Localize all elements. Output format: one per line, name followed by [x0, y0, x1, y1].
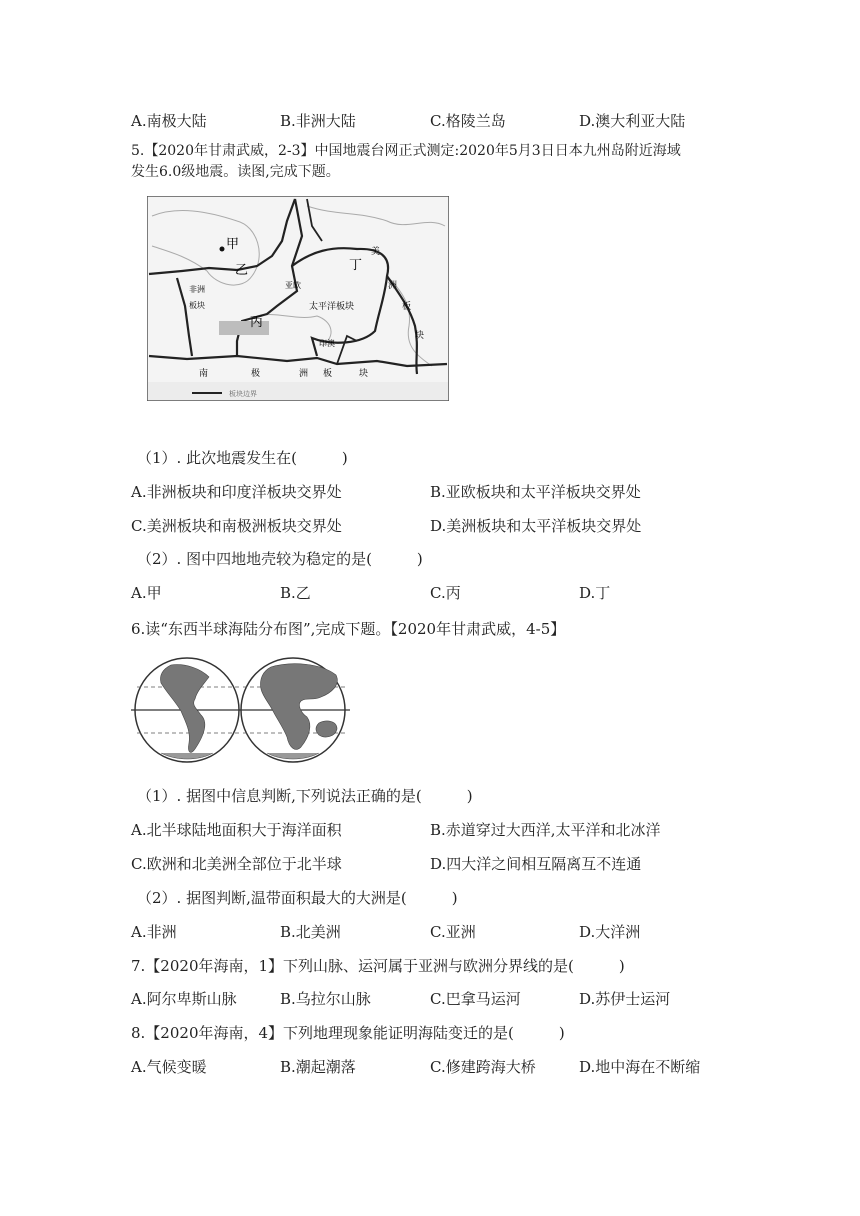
q7-option-c: C.巴拿马运河 [430, 990, 521, 1008]
map-label-bing: 丙 [250, 315, 264, 330]
q6-sub1-option-a: A.北半球陆地面积大于海洋面积 [131, 821, 342, 839]
map-label-africa-1: 非洲 [189, 285, 205, 294]
map-label-ban: 板 [402, 302, 412, 312]
q5-sub2-option-c: C.丙 [430, 584, 461, 602]
map-label-south-kuai: 块 [359, 369, 369, 379]
q7-option-b: B.乌拉尔山脉 [280, 990, 371, 1008]
q8-stem: 8.【2020年海南，4】下列地理现象能证明海陆变迁的是( ) [131, 1024, 565, 1042]
q5-sub1-option-d: D.美洲板块和太平洋板块交界处 [430, 517, 642, 535]
map-label-jia: 甲 [226, 237, 240, 252]
q5-stem-line1: 5.【2020年甘肃武威，2-3】中国地震台网正式测定:2020年5月3日日本九州岛附近海域 [131, 143, 681, 159]
q7-option-d: D.苏伊士运河 [579, 990, 671, 1008]
q4-option-c: C.格陵兰岛 [430, 112, 506, 130]
q4-option-a: A.南极大陆 [131, 112, 207, 130]
q8-option-d: D.地中海在不断缩 [579, 1058, 701, 1076]
map-label-africa-2: 板块 [189, 301, 205, 310]
map-label-south-zhou: 洲 [299, 369, 309, 379]
q8-option-a: A.气候变暖 [131, 1058, 207, 1076]
q6-sub2-option-d: D.大洋洲 [579, 923, 641, 941]
map-label-ding: 丁 [349, 258, 363, 273]
map-label-pacific: 太平洋板块 [309, 302, 355, 312]
q5-sub1-option-b: B.亚欧板块和太平洋板块交界处 [430, 483, 641, 501]
q7-option-a: A.阿尔卑斯山脉 [131, 990, 237, 1008]
map-label-yazhou: 亚欧 [285, 281, 301, 290]
q6-sub2-option-b: B.北美洲 [280, 923, 341, 941]
q6-sub1-option-d: D.四大洋之间相互隔离互不连通 [430, 855, 642, 873]
map-legend-label: 板块边界 [229, 390, 257, 398]
q5-sub2-option-a: A.甲 [131, 584, 162, 602]
q5-sub2-stem: （2）. 图中四地地壳较为稳定的是( ) [137, 550, 423, 568]
plate-map [147, 196, 449, 401]
q8-option-b: B.潮起潮落 [280, 1058, 356, 1076]
q7-stem: 7.【2020年海南，1】下列山脉、运河属于亚洲与欧洲分界线的是( ) [131, 957, 625, 975]
q6-sub1-stem: （1）. 据图中信息判断,下列说法正确的是( ) [137, 787, 473, 805]
q5-sub1-option-a: A.非洲板块和印度洋板块交界处 [131, 483, 342, 501]
q6-stem: 6.读“东西半球海陆分布图”,完成下题。【2020年甘肃武威，4-5】 [131, 620, 566, 638]
q8-option-c: C.修建跨海大桥 [430, 1058, 536, 1076]
q5-stem-line2: 发生6.0级地震。读图,完成下题。 [131, 164, 340, 180]
map-label-indo: 印澳 [319, 339, 335, 348]
q6-sub2-option-c: C.亚洲 [430, 923, 476, 941]
q6-sub1-option-b: B.赤道穿过大西洋,太平洋和北冰洋 [430, 821, 661, 839]
q6-sub2-stem: （2）. 据图判断,温带面积最大的大洲是( ) [137, 889, 458, 907]
map-label-south-ji: 极 [251, 369, 261, 379]
map-label-south-nan: 南 [199, 369, 209, 379]
map-label-zhou: 洲 [388, 281, 398, 291]
q4-option-b: B.非洲大陆 [280, 112, 356, 130]
map-label-yi: 乙 [235, 263, 249, 278]
map-label-kuai: 块 [415, 331, 425, 341]
map-label-south-ban: 板 [323, 369, 333, 379]
hemispheres-map [131, 657, 350, 764]
q5-sub1-stem: （1）. 此次地震发生在( ) [137, 449, 348, 467]
q6-sub1-option-c: C.欧洲和北美洲全部位于北半球 [131, 855, 342, 873]
q6-sub2-option-a: A.非洲 [131, 923, 177, 941]
q4-option-d: D.澳大利亚大陆 [579, 112, 686, 130]
map-label-mei: 美 [371, 247, 381, 257]
q5-sub2-option-b: B.乙 [280, 584, 311, 602]
q5-sub1-option-c: C.美洲板块和南极洲板块交界处 [131, 517, 342, 535]
q5-sub2-option-d: D.丁 [579, 584, 611, 602]
